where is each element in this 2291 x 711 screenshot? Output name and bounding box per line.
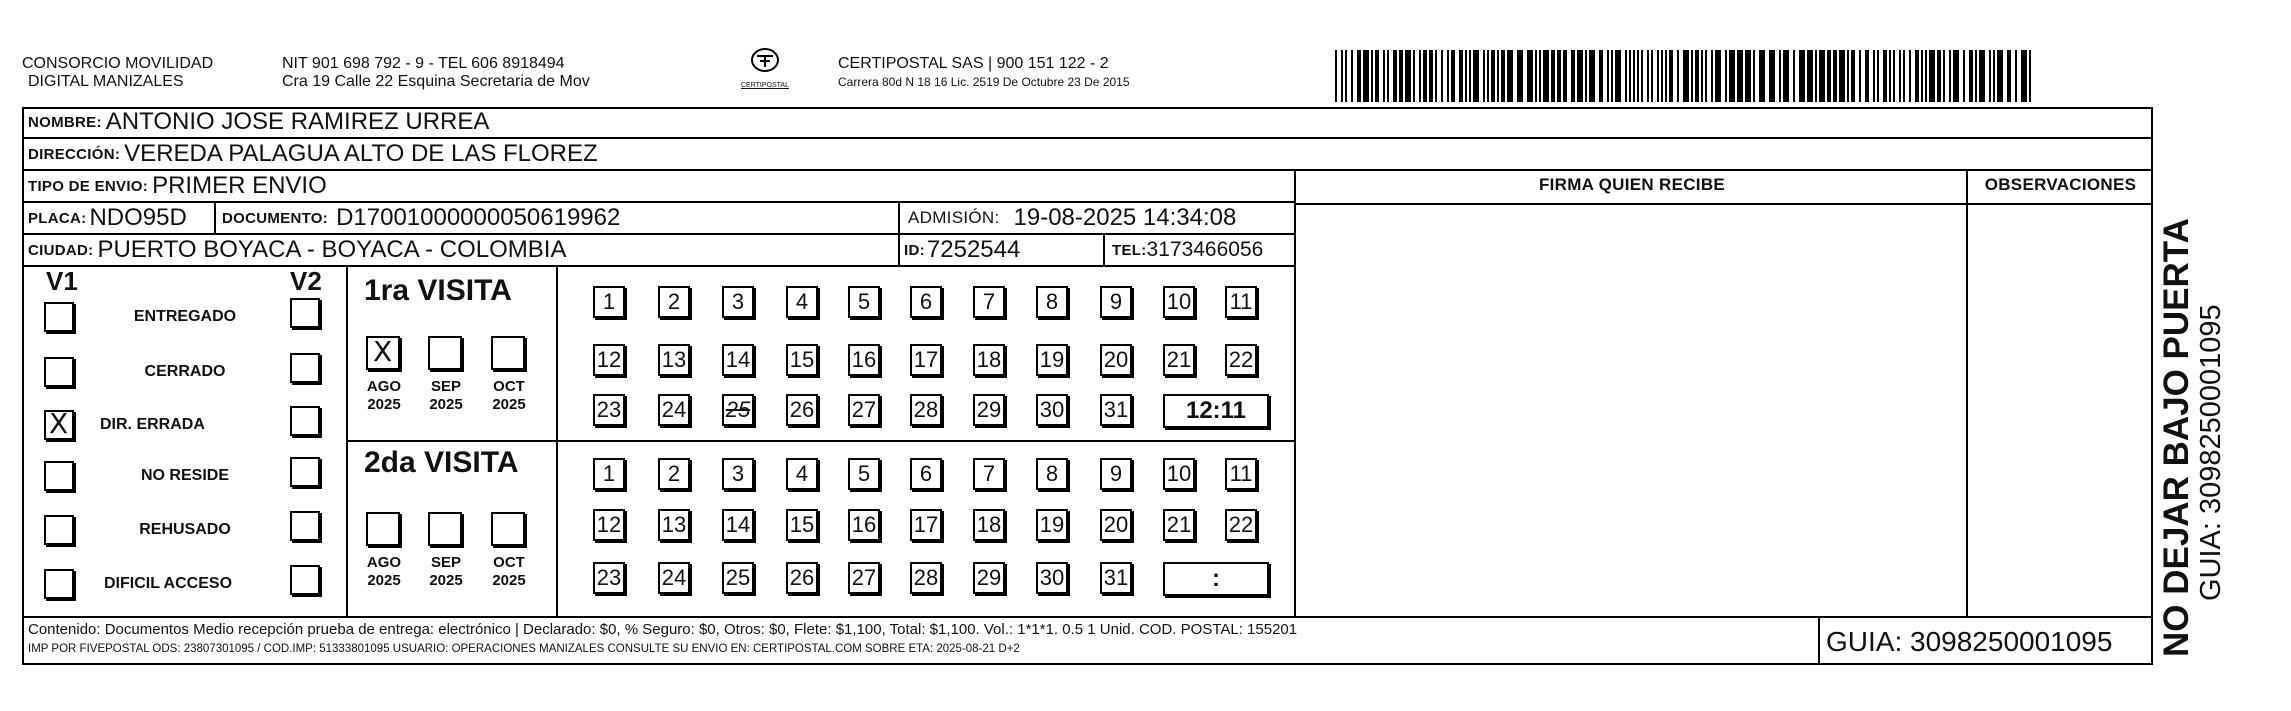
first-month-label: OCT 2025 xyxy=(492,378,526,413)
second-day-box[interactable]: 11 xyxy=(1225,458,1257,490)
id-value: 7252544 xyxy=(926,236,1021,263)
direccion-label: DIRECCIÓN: xyxy=(28,145,121,163)
v1-checkbox[interactable] xyxy=(44,461,74,491)
placa-value: NDO95D xyxy=(89,204,187,231)
nit-line2: Cra 19 Calle 22 Esquina Secretaria de Mov xyxy=(282,73,590,90)
second-day-box[interactable]: 22 xyxy=(1225,509,1257,541)
second-month-label: SEP 2025 xyxy=(429,554,463,589)
first-visit-title: 1ra VISITA xyxy=(364,274,512,307)
second-day-box[interactable]: 2 xyxy=(658,458,690,490)
first-day-box[interactable]: 17 xyxy=(910,344,942,376)
first-month-checkbox[interactable] xyxy=(366,336,400,370)
nombre-row xyxy=(28,107,489,137)
first-day-box[interactable]: 30 xyxy=(1036,394,1068,426)
direccion-value: VEREDA PALAGUA ALTO DE LAS FLOREZ xyxy=(124,140,598,167)
second-day-box[interactable]: 20 xyxy=(1100,509,1132,541)
documento-row xyxy=(222,203,620,233)
admision-row xyxy=(908,203,1236,233)
second-month-label: AGO 2025 xyxy=(366,554,402,589)
certipostal-info xyxy=(838,55,1130,89)
first-month-checkbox[interactable] xyxy=(428,336,462,370)
barcode xyxy=(1335,50,2035,102)
footer-line1: Contenido: Documentos Medio recepción prueba de entrega: electrónico | Declarado: $0, % Seguro: $0, Otros: $0, Flete: $1,100, Total: $1,100. Vol.: 1*1*1. 0.5 1 Unid. COD. POSTAL: 155201 xyxy=(28,621,1298,638)
v2-checkbox[interactable] xyxy=(290,457,320,487)
second-day-box[interactable]: 21 xyxy=(1163,509,1195,541)
first-day-box[interactable]: 1 xyxy=(593,286,625,318)
first-day-box[interactable]: 11 xyxy=(1225,286,1257,318)
second-month-checkbox[interactable] xyxy=(491,512,525,546)
second-day-box[interactable]: 24 xyxy=(658,562,690,594)
first-day-box[interactable]: 27 xyxy=(848,394,880,426)
second-day-box[interactable]: 3 xyxy=(722,458,754,490)
footer-guia: GUIA: 3098250001095 xyxy=(1826,626,2113,657)
second-day-box[interactable]: 31 xyxy=(1100,562,1132,594)
status-label: CERRADO xyxy=(144,363,226,380)
second-day-box[interactable]: 17 xyxy=(910,509,942,541)
v2-checkbox[interactable] xyxy=(290,406,320,436)
observaciones-header: OBSERVACIONES xyxy=(1984,175,2137,194)
nit-line1: NIT 901 698 792 - 9 - TEL 606 8918494 xyxy=(282,55,565,72)
v1-checkbox[interactable] xyxy=(44,515,74,545)
first-day-box[interactable]: 21 xyxy=(1163,344,1195,376)
nit-info xyxy=(282,55,590,91)
id-row xyxy=(904,235,1020,265)
v2-checkbox[interactable] xyxy=(290,565,320,595)
first-day-box[interactable]: 7 xyxy=(973,286,1005,318)
status-label: DIR. ERRADA xyxy=(100,416,205,433)
second-day-box[interactable]: 9 xyxy=(1100,458,1132,490)
nombre-label: NOMBRE: xyxy=(28,113,102,131)
certi-line2: Carrera 80d N 18 16 Lic. 2519 De Octubre 23 De 2015 xyxy=(838,75,1130,89)
second-day-box[interactable]: 28 xyxy=(910,562,942,594)
tel-value: 3173466056 xyxy=(1146,238,1264,261)
logo-icon xyxy=(748,47,782,77)
check-mark-icon: X xyxy=(373,335,393,368)
second-month-label: OCT 2025 xyxy=(492,554,526,589)
second-visit-title: 2da VISITA xyxy=(364,446,519,479)
first-day-box[interactable]: 25 xyxy=(722,394,754,426)
status-label: ENTREGADO xyxy=(133,308,237,325)
v1-checkbox[interactable] xyxy=(44,407,74,440)
second-day-box[interactable]: 16 xyxy=(848,509,880,541)
first-day-box[interactable]: 23 xyxy=(593,394,625,426)
first-day-box[interactable]: 19 xyxy=(1036,344,1068,376)
footer-line2: IMP POR FIVEPOSTAL ODS: 23807301095 / COD.IMP: 51333801095 USUARIO: OPERACIONES MANIZALES CONSULTE SU ENVIO EN: CERTIPOSTAL.COM SOBRE ETA: 2025-08-21 D+2 xyxy=(28,643,1020,655)
first-time-box[interactable]: 12:11 xyxy=(1163,394,1269,428)
first-day-box[interactable]: 12 xyxy=(593,344,625,376)
firma-header: FIRMA QUIEN RECIBE xyxy=(1538,175,1726,194)
v1-checkbox[interactable] xyxy=(44,357,74,387)
first-day-box[interactable]: 4 xyxy=(786,286,818,318)
tel-row xyxy=(1112,235,1263,265)
first-day-box[interactable]: 24 xyxy=(658,394,690,426)
v2-header: V2 xyxy=(290,266,322,296)
tel-label: TEL: xyxy=(1112,241,1147,259)
first-day-box[interactable]: 8 xyxy=(1036,286,1068,318)
first-day-box[interactable]: 20 xyxy=(1100,344,1132,376)
first-day-box[interactable]: 22 xyxy=(1225,344,1257,376)
first-day-box[interactable]: 29 xyxy=(973,394,1005,426)
tipo-label: TIPO DE ENVIO: xyxy=(28,177,149,195)
first-day-box[interactable]: 15 xyxy=(786,344,818,376)
first-day-box[interactable]: 28 xyxy=(910,394,942,426)
second-day-box[interactable]: 8 xyxy=(1036,458,1068,490)
status-label: REHUSADO xyxy=(139,521,231,538)
second-day-box[interactable]: 27 xyxy=(848,562,880,594)
status-label: NO RESIDE xyxy=(140,467,229,484)
check-mark-icon: X xyxy=(49,407,69,440)
second-day-box[interactable]: 29 xyxy=(973,562,1005,594)
second-day-box[interactable]: 23 xyxy=(593,562,625,594)
documento-label: DOCUMENTO: xyxy=(222,209,329,227)
id-label: ID: xyxy=(904,241,925,259)
ciudad-label: CIUDAD: xyxy=(28,241,94,259)
company-name xyxy=(22,55,213,91)
second-day-box[interactable]: 15 xyxy=(786,509,818,541)
second-time-box[interactable]: : xyxy=(1163,562,1269,596)
second-month-checkbox[interactable] xyxy=(428,512,462,546)
admision-label: ADMISIÓN: xyxy=(908,208,1000,227)
first-day-box[interactable]: 18 xyxy=(973,344,1005,376)
ciudad-value: PUERTO BOYACA - BOYACA - COLOMBIA xyxy=(97,236,567,263)
status-label: DIFICIL ACCESO xyxy=(104,575,233,592)
second-day-box[interactable]: 12 xyxy=(593,509,625,541)
logo-text: CERTIPOSTAL xyxy=(741,82,789,89)
first-month-label: AGO 2025 xyxy=(366,378,402,413)
v1-header: V1 xyxy=(46,266,78,296)
first-day-box[interactable]: 31 xyxy=(1100,394,1132,426)
first-month-label: SEP 2025 xyxy=(429,378,463,413)
ciudad-row xyxy=(28,235,566,265)
second-day-box[interactable]: 7 xyxy=(973,458,1005,490)
first-day-box[interactable]: 26 xyxy=(786,394,818,426)
side-warning-text: NO DEJAR BAJO PUERTA xyxy=(2157,218,2196,657)
certipostal-logo xyxy=(735,47,795,90)
second-day-box[interactable]: 18 xyxy=(973,509,1005,541)
v1-checkbox[interactable] xyxy=(44,569,74,599)
v1-checkbox[interactable] xyxy=(44,302,74,332)
nombre-value: ANTONIO JOSE RAMIREZ URREA xyxy=(105,108,490,135)
admision-value: 19-08-2025 14:34:08 xyxy=(1013,204,1237,231)
first-day-box[interactable]: 13 xyxy=(658,344,690,376)
second-day-box[interactable]: 4 xyxy=(786,458,818,490)
company-line1: CONSORCIO MOVILIDAD xyxy=(22,55,214,72)
first-day-box[interactable]: 6 xyxy=(910,286,942,318)
second-day-box[interactable]: 14 xyxy=(722,509,754,541)
first-month-checkbox[interactable] xyxy=(491,336,525,370)
tipo-row xyxy=(28,171,327,201)
v2-checkbox[interactable] xyxy=(290,353,320,383)
side-guia-text: GUIA: 3098250001095 xyxy=(2195,304,2227,601)
v2-checkbox[interactable] xyxy=(290,298,320,328)
second-day-box[interactable]: 26 xyxy=(786,562,818,594)
placa-label: PLACA: xyxy=(28,209,87,227)
second-day-box[interactable]: 6 xyxy=(910,458,942,490)
second-day-box[interactable]: 19 xyxy=(1036,509,1068,541)
first-day-box[interactable]: 16 xyxy=(848,344,880,376)
second-day-box[interactable]: 13 xyxy=(658,509,690,541)
second-day-box[interactable]: 10 xyxy=(1163,458,1195,490)
first-day-box[interactable]: 10 xyxy=(1163,286,1195,318)
company-line2: DIGITAL MANIZALES xyxy=(28,73,184,90)
second-day-box[interactable]: 1 xyxy=(593,458,625,490)
placa-row xyxy=(28,203,187,233)
v2-checkbox[interactable] xyxy=(290,511,320,541)
documento-value: D17001000000050619962 xyxy=(336,204,621,231)
certi-line1: CERTIPOSTAL SAS | 900 151 122 - 2 xyxy=(838,55,1109,72)
first-day-box[interactable]: 9 xyxy=(1100,286,1132,318)
second-day-box[interactable]: 5 xyxy=(848,458,880,490)
first-day-box[interactable]: 2 xyxy=(658,286,690,318)
first-day-box[interactable]: 3 xyxy=(722,286,754,318)
direccion-row xyxy=(28,139,598,169)
side-notice xyxy=(2158,112,2228,657)
first-day-box[interactable]: 5 xyxy=(848,286,880,318)
first-day-box[interactable]: 14 xyxy=(722,344,754,376)
tipo-value: PRIMER ENVIO xyxy=(152,172,327,199)
second-day-box[interactable]: 30 xyxy=(1036,562,1068,594)
second-day-box[interactable]: 25 xyxy=(722,562,754,594)
second-month-checkbox[interactable] xyxy=(366,512,400,546)
